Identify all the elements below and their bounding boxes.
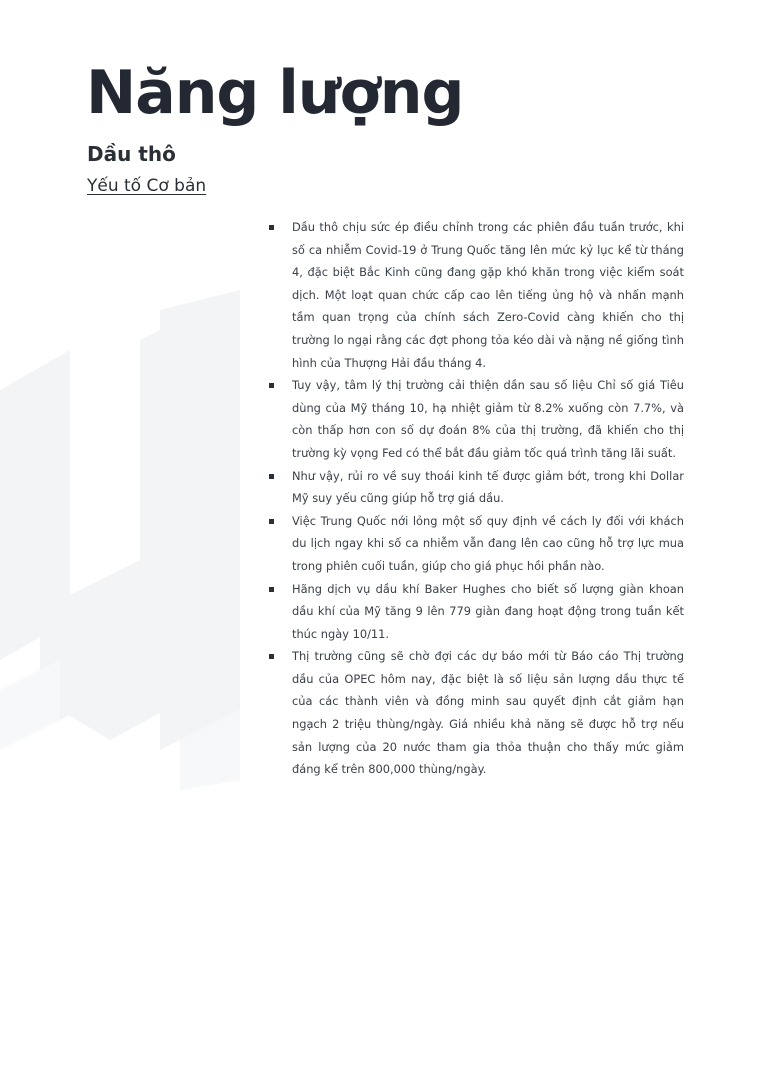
bullet-text: Thị trường cũng sẽ chờ đợi các dự báo mới từ Báo cáo Thị trường dầu của OPEC hôm nay, đặc biệt là số liệu sản lượng dầu thực tế của các thành viên và đồng minh sau quyết định cắt giảm hạn ngạch 2 triệu thùng/ngày. Giá nhiều khả năng sẽ được hỗ trợ nếu sản lượng của 20 nước tham gia thỏa thuận cho thấy mức giảm đáng kể trên 800,000 thùng/ngày. [292,649,684,777]
list-item [268,510,684,578]
list-item [268,216,684,374]
square-bullet-icon [269,654,274,659]
bullet-text: Việc Trung Quốc nới lỏng một số quy định về cách ly đối với khách du lịch ngay khi số ca nhiễm vẫn đang lên cao cũng hỗ trợ lực mua trong phiên cuối tuần, giúp cho giá phục hồi phần nào. [292,513,684,573]
list-item [268,465,684,510]
bullet-text: Tuy vậy, tâm lý thị trường cải thiện dần sau số liệu Chỉ số giá Tiêu dùng của Mỹ tháng 10, hạ nhiệt giảm từ 8.2% xuống còn 7.7%, và còn thấp hơn con số dự đoán 8% của thị trường, đã khiến cho thị trường kỳ vọng Fed có thể bắt đầu giảm tốc quá trình tăng lãi suất. [292,378,684,460]
list-item [268,578,684,646]
square-bullet-icon [269,474,274,479]
section-title: Dầu thô [87,142,176,166]
bullet-text: Như vậy, rủi ro về suy thoái kinh tế được giảm bớt, trong khi Dollar Mỹ suy yếu cũng giúp hỗ trợ giá dầu. [292,468,684,506]
square-bullet-icon [269,225,274,230]
bullet-text: Dầu thô chịu sức ép điều chỉnh trong các phiên đầu tuần trước, khi số ca nhiễm Covid-19 ở Trung Quốc tăng lên mức kỷ lục kể từ tháng 4, đặc biệt Bắc Kinh cũng đang gặp khó khăn trong việc kiểm soát dịch. Một loạt quan chức cấp cao lên tiếng ủng hộ và nhấn mạnh tầm quan trọng của chính sách Zero-Covid càng khiến cho thị trường lo ngại rằng các đợt phong tỏa kéo dài và nặng nề giống tình hình của Thượng Hải đầu tháng 4. [292,220,684,370]
bullet-text: Hãng dịch vụ dầu khí Baker Hughes cho biết số lượng giàn khoan dầu khí của Mỹ tăng 9 lên 779 giàn đang hoạt động trong tuần kết thúc ngày 10/11. [292,581,684,641]
bullet-list [268,216,684,781]
subsection-title: Yếu tố Cơ bản [87,176,207,196]
square-bullet-icon [269,383,274,388]
page-title: Năng lượng [86,58,464,128]
square-bullet-icon [269,519,274,524]
list-item [268,374,684,464]
square-bullet-icon [269,587,274,592]
logo-watermark [0,290,260,790]
list-item [268,645,684,781]
